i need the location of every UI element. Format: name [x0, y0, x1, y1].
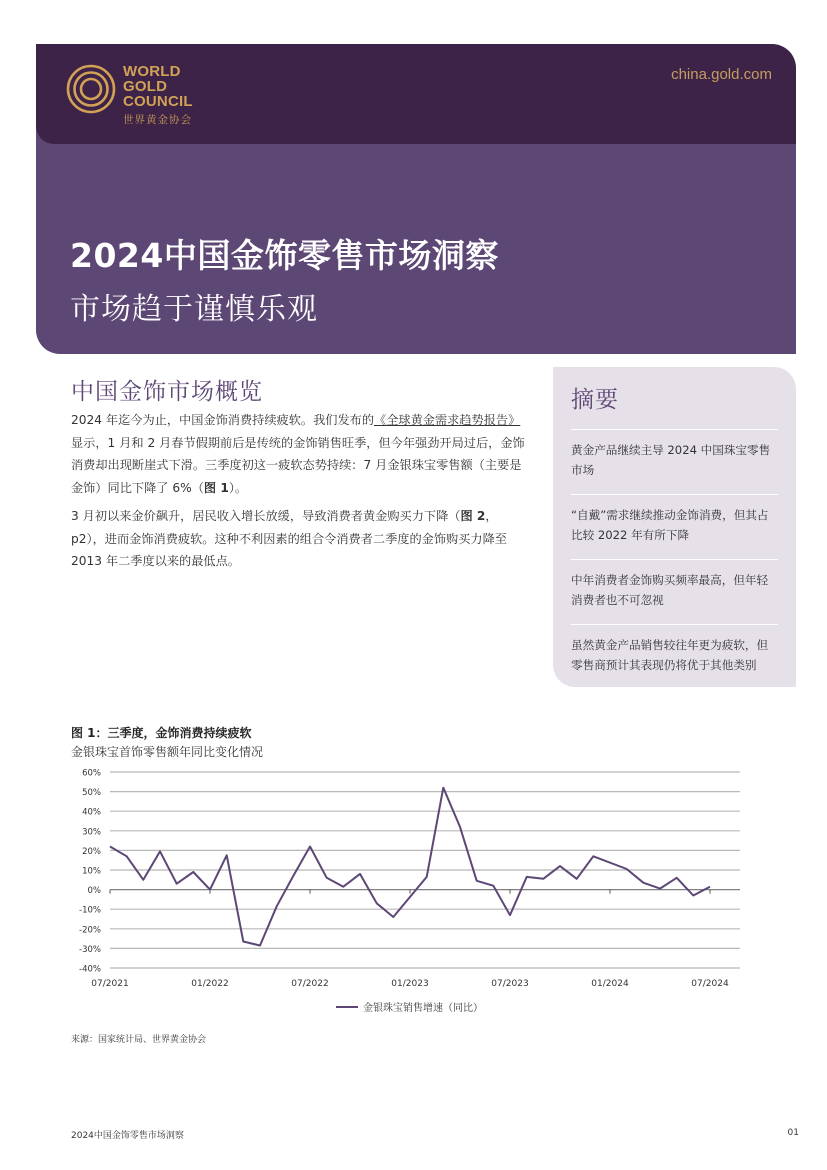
chart-legend: [336, 999, 483, 1014]
p1-text-b: 显示，1 月和 2 月春节假期前后是传统的金饰销售旺季，但今年强劲开局过后，金饰消费却出现断崖式下滑。三季度初这一疲软态势持续：7 月金银珠宝零售额（主要是金饰）同比下降了 6%（: [71, 435, 525, 495]
svg-text:20%: 20%: [82, 846, 101, 857]
svg-text:07/2023: 07/2023: [491, 979, 529, 989]
svg-text:0%: 0%: [87, 886, 101, 897]
svg-text:30%: 30%: [82, 827, 101, 838]
legend-label: 金银珠宝销售增速（同比）: [363, 1003, 483, 1014]
page-title: 2024中国金饰零售市场洞察: [70, 236, 499, 275]
logo-line-world: WORLD: [123, 63, 181, 80]
chart-gridlines: [110, 772, 740, 968]
svg-text:01/2022: 01/2022: [191, 979, 229, 989]
footer-title: 2024中国金饰零售市场洞察: [71, 1131, 184, 1141]
figure-source: 来源：国家统计局、世界黄金协会: [71, 1035, 207, 1045]
svg-text:01/2024: 01/2024: [591, 979, 629, 989]
svg-text:40%: 40%: [82, 807, 101, 818]
summary-item: 中年消费者金饰购买频率最高，但年轻消费者也不可忽视: [571, 559, 778, 624]
summary-heading: 摘要: [571, 387, 619, 413]
svg-text:-20%: -20%: [79, 925, 101, 936]
svg-text:-40%: -40%: [79, 964, 101, 975]
svg-text:-30%: -30%: [79, 944, 101, 955]
svg-text:60%: 60%: [82, 768, 101, 779]
overview-paragraph-2: [71, 505, 531, 573]
svg-text:07/2022: 07/2022: [291, 979, 329, 989]
overview-paragraph-1: [71, 409, 531, 499]
svg-text:07/2024: 07/2024: [691, 979, 729, 989]
logo-line-council: COUNCIL: [123, 93, 193, 110]
page-subtitle: 市场趋于谨慎乐观: [70, 292, 318, 327]
svg-text:07/2021: 07/2021: [91, 979, 129, 989]
wgc-logo[interactable]: [66, 64, 193, 127]
y-axis-ticks: [79, 769, 101, 975]
svg-text:10%: 10%: [82, 866, 101, 877]
hero-banner: [36, 44, 796, 354]
demand-trends-report-link[interactable]: 《全球黄金需求趋势报告》: [374, 413, 521, 427]
p1-text-c: ）。: [228, 480, 248, 495]
line-chart: [60, 762, 760, 997]
p2-text-a: 3 月初以来金价飙升，居民收入增长放缓，导致消费者黄金购买力下降（: [71, 509, 461, 523]
summary-item: “自戴”需求继续推动金饰消费，但其占比较 2022 年有所下降: [571, 494, 778, 559]
legend-swatch: [336, 1006, 358, 1008]
summary-item: 黄金产品继续主导 2024 中国珠宝零售市场: [571, 429, 778, 494]
summary-box: [553, 367, 796, 687]
site-url-link[interactable]: china.gold.com: [671, 66, 772, 83]
logo-line-gold: GOLD: [123, 78, 168, 95]
logo-chinese-name: 世界黄金协会: [123, 114, 192, 126]
figure-title: 图 1：三季度，金饰消费持续疲软: [71, 726, 252, 740]
x-axis-ticks: [91, 890, 729, 989]
p1-text-a: 2024 年迄今为止，中国金饰消费持续疲软。我们发布的: [71, 413, 375, 427]
svg-text:50%: 50%: [82, 788, 101, 799]
page-number: 01: [787, 1128, 799, 1138]
summary-item: 虽然黄金产品销售较往年更为疲软，但零售商预计其表现仍将优于其他类别: [571, 624, 778, 689]
concentric-rings-icon: [66, 64, 116, 114]
p2-text-b: ，p2），进而金饰消费疲软。这种不利因素的组合令消费者二季度的金饰购买力降至 2013 年二季度以来的最低点。: [71, 509, 507, 568]
svg-text:-10%: -10%: [79, 905, 101, 916]
figure-2-reference: 图 2: [460, 509, 486, 523]
overview-heading: 中国金饰市场概览: [71, 379, 263, 405]
hero-top-bar: [36, 44, 796, 144]
svg-text:01/2023: 01/2023: [391, 979, 429, 989]
figure-1-reference: 图 1: [203, 480, 229, 495]
figure-subtitle: 金银珠宝首饰零售额年同比变化情况: [71, 745, 264, 759]
